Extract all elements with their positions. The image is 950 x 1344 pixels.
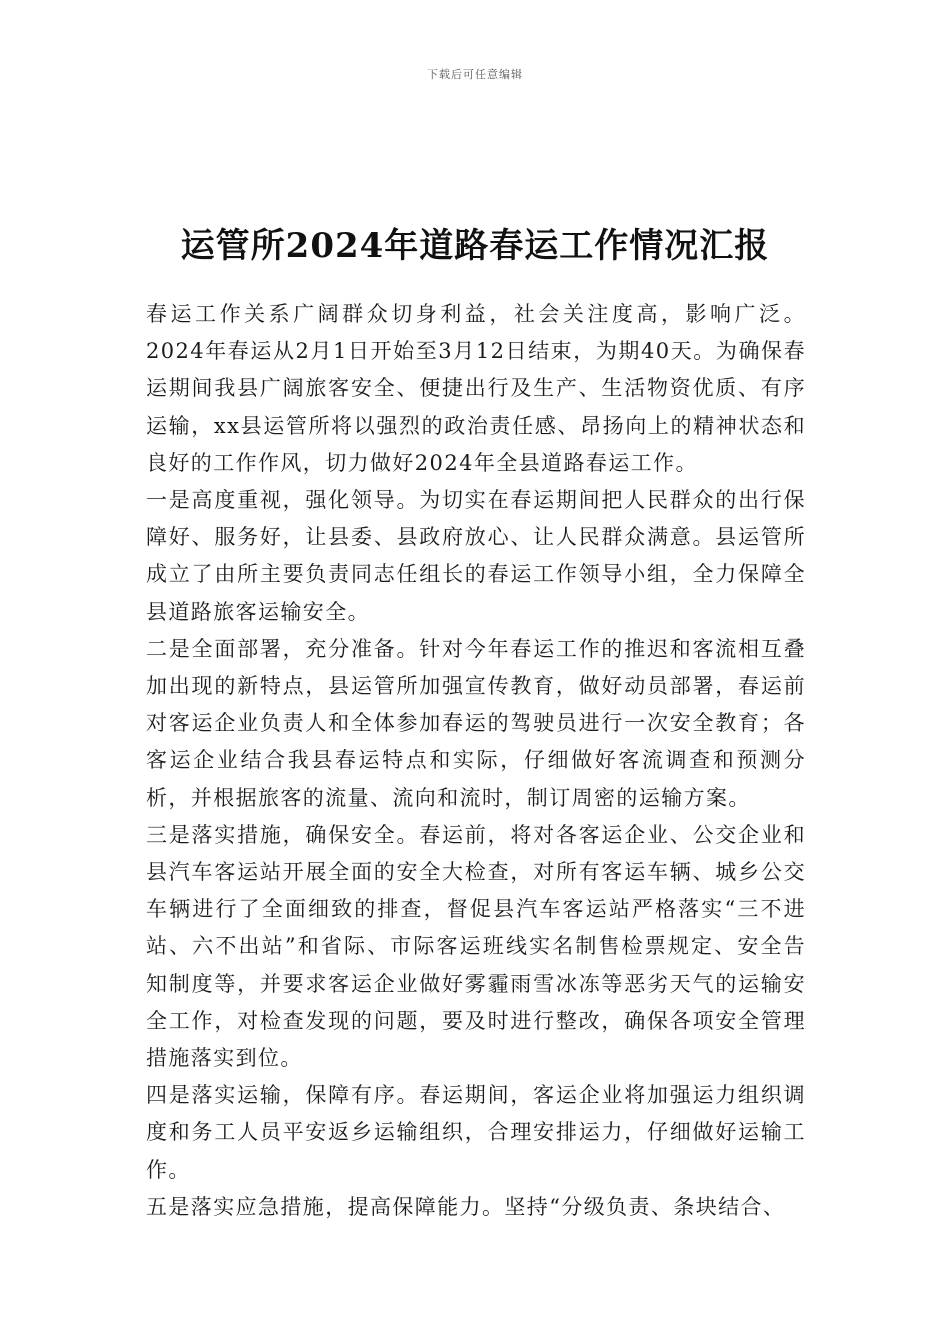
paragraph-safety: 三是落实措施，确保安全。春运前，将对各客运企业、公交企业和县汽车客运站开展全面的安全大检查，对所有客运车辆、城乡公交车辆进行了全面细致的排查，督促县汽车客运站严格落实“三不进站、六不出站”和省际、市际客运班线实名制售检票规定、安全告知制度等，并要求客运企业做好雾霾雨雪冰冻等恶劣天气的运输安全工作，对检查发现的问题，要及时进行整改，确保各项安全管理措施落实到位。 [146, 822, 806, 1071]
paragraph-deployment: 二是全面部署，充分准备。针对今年春运工作的推迟和客流相互叠加出现的新特点，县运管所加强宣传教育，做好动员部署，春运前对客运企业负责人和全体参加春运的驾驶员进行一次安全教育；各客运企业结合我县春运特点和实际，仔细做好客流调查和预测分析，并根据旅客的流量、流向和流时，制订周密的运输方案。 [146, 636, 806, 810]
document-body [146, 296, 806, 1226]
paragraph-leadership: 一是高度重视，强化领导。为切实在春运期间把人民群众的出行保障好、服务好，让县委、县政府放心、让人民群众满意。县运管所成立了由所主要负责同志任组长的春运工作领导小组，全力保障全县道路旅客运输安全。 [146, 488, 806, 624]
paragraph-transport: 四是落实运输，保障有序。春运期间，客运企业将加强运力组织调度和务工人员平安返乡运输组织，合理安排运力，仔细做好运输工作。 [146, 1083, 806, 1182]
document-title: 运管所2024年道路春运工作情况汇报 [180, 226, 770, 266]
paragraph-emergency: 五是落实应急措施，提高保障能力。坚持“分级负责、条块结合、 [146, 1194, 786, 1219]
paragraph-intro: 春运工作关系广阔群众切身利益，社会关注度高，影响广泛。2024年春运从2月1日开始至3月12日结束，为期40天。为确保春运期间我县广阔旅客安全、便捷出行及生产、生活物资优质、有序运输，xx县运管所将以强烈的政治责任感、昂扬向上的精神状态和良好的工作作风，切力做好2024年全县道路春运工作。 [146, 302, 806, 475]
header-note: 下载后可任意编辑 [427, 68, 523, 81]
